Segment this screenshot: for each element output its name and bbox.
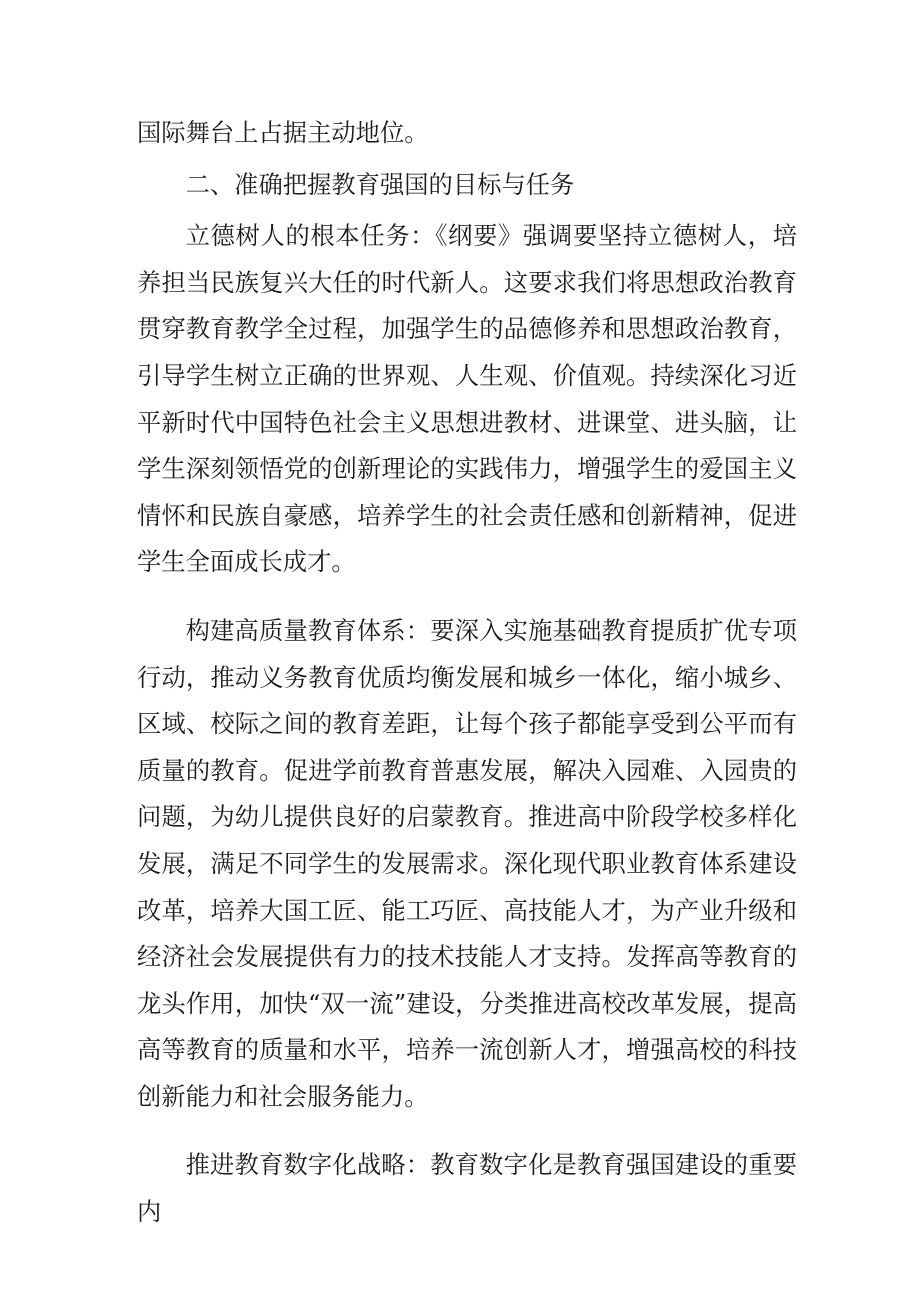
paragraph-quality-education-system: 构建高质量教育体系：要深入实施基础教育提质扩优专项行动，推动义务教育优质均衡发展和城乡一体化，缩小城乡、区域、校际之间的教育差距，让每个孩子都能享受到公平而有质量的教育。促进学前教育普惠发展，解决入园难、入园贵的问题，为幼儿提供良好的启蒙教育。推进高中阶段学校多样化发展，满足不同学生的发展需求。深化现代职业教育体系建设改革，培养大国工匠、能工巧匠、高技能人才，为产业升级和经济社会发展提供有力的技术技能人才支持。发挥高等教育的龙头作用，加快“双一流”建设，分类推进高校改革发展，提高高等教育的质量和水平，培养一流创新人才，增强高校的科技创新能力和社会服务能力。 (137, 615, 797, 1111)
paragraph-education-digitalization: 推进教育数字化战略：教育数字化是教育强国建设的重要内 (137, 1150, 797, 1227)
continuation-paragraph: 国际舞台上占据主动地位。 (137, 118, 429, 147)
document-body (137, 110, 797, 1236)
paragraph-moral-education: 立德树人的根本任务：《纲要》强调要坚持立德树人，培养担当民族复兴大任的时代新人。这要求我们将思想政治教育贯穿教育教学全过程，加强学生的品德修养和思想政治教育，引导学生树立正确的世界观、人生观、价值观。持续深化习近平新时代中国特色社会主义思想进教材、进课堂、进头脑，让学生深刻领悟党的创新理论的实践伟力，增强学生的爱国主义情怀和民族自豪感，培养学生的社会责任感和创新精神，促进学生全面成长成才。 (137, 221, 797, 577)
section-heading: 二、准确把握教育强国的目标与任务 (185, 169, 575, 199)
